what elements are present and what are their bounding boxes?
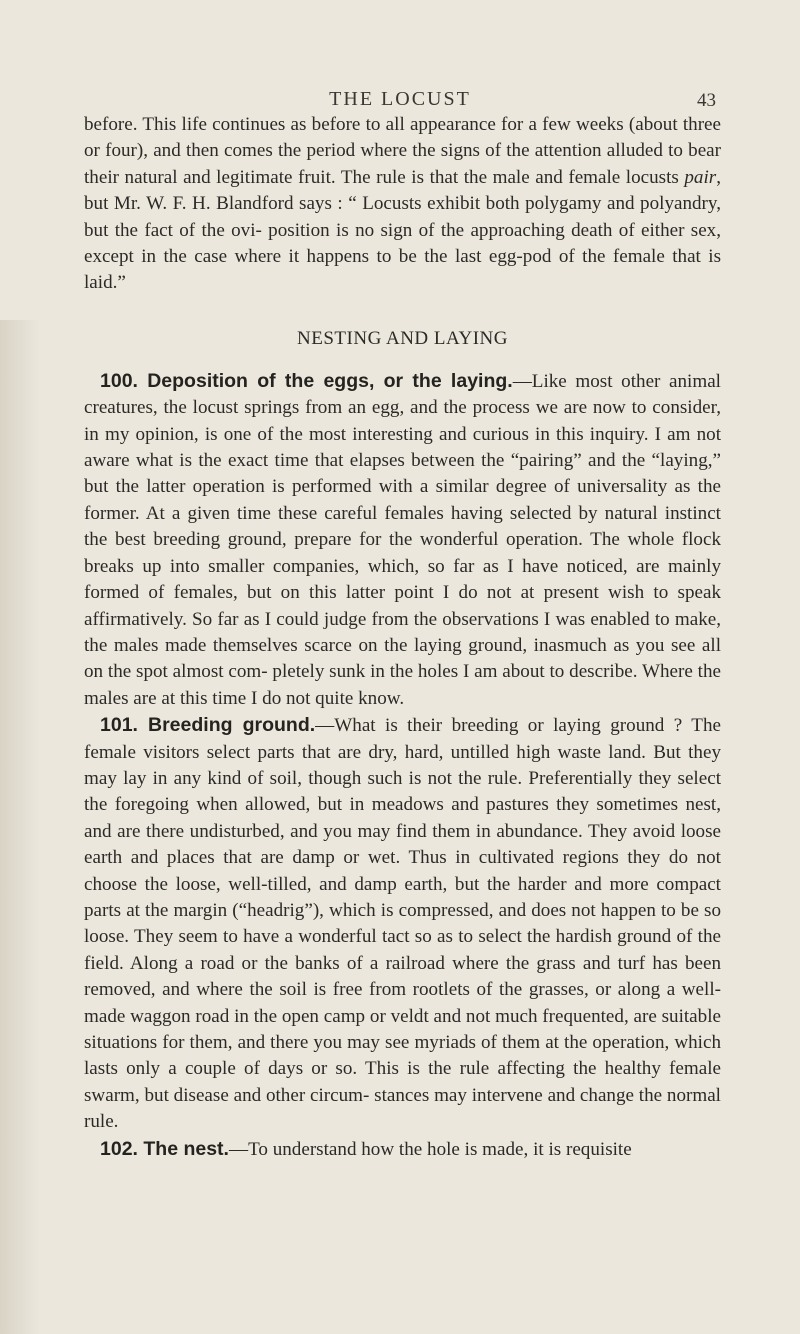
intro-text-2: , but Mr. W. F. H. Blandford says : “ Locusts exhibit both polygamy and polyandry, but the fact of the ovi- position is no sign of the approaching death of either sex, except in the case where it happens to be the last egg-pod of the female that is laid.” [84, 166, 721, 294]
paragraph-heading: 102. The nest. [100, 1137, 229, 1160]
paragraph-heading: 101. Breeding ground. [100, 714, 316, 737]
paragraph-101 [84, 712, 721, 1136]
paragraph-heading: 100. Deposition of the eggs, or the laying. [100, 369, 513, 392]
body-text [84, 112, 721, 1163]
paragraph-body: —What is their breeding or laying ground ? The female visitors select parts that are dry, hard, untilled high waste land. But they may lay in any kind of soil, though such is not the rule. Preferentially they select the foregoing when allowed, but in meadows and pastures they sometimes nest, and are there undisturbed, and you may find them in abundance. They avoid loose earth and places that are damp or wet. Thus in cultivated regions they do not choose the loose, well-tilled, and damp earth, but the harder and more compact parts at the margin (“headrig”), which is compressed, and does not happen to be so loose. They seem to have a wonderful tact so as to select the hardish ground of the field. Along a road or the banks of a railroad where the grass and turf has been removed, and where the soil is free from rootlets of the grasses, or along a well-made waggon road in the open camp or veldt and not much frequented, are suitable situations for them, and there you may see myriads of them at the operation, which lasts only a couple of days or so. This is the rule affecting the healthy female swarm, but disease and other circum- stances may intervene and change the normal rule. [84, 715, 721, 1133]
paragraph-body: —Like most other animal creatures, the locust springs from an egg, and the process we are now to consider, in my opinion, is one of the most interesting and curious in this inquiry. I am not aware what is the exact time that elapses between the “pairing” and the “laying,” but the latter operation is performed with a similar degree of universality as the former. At a given time these careful females having selected by natural instinct the best breeding ground, prepare for the wonderful operation. The whole flock breaks up into smaller companies, which, so far as I have noticed, are mainly formed of females, but on this latter point I do not at present wish to speak affirmatively. So far as I could judge from the observations I was enabled to make, the males made themselves scarce on the laying ground, inasmuch as you see all on the spot almost com- pletely sunk in the holes I am about to describe. Where the males are at this time I do not quite know. [84, 370, 721, 709]
running-title: THE LOCUST [329, 88, 471, 110]
intro-paragraph [84, 112, 721, 297]
section-heading: NESTING AND LAYING [297, 327, 508, 349]
page-edge-stain [0, 320, 40, 1334]
intro-text-1: before. This life continues as before to all appearance for a few weeks (about three or four), and then comes the period where the signs of the attention alluded to bear their natural and legitimate fruit. The rule is that the male and female locusts [84, 114, 721, 188]
paragraph-body: —To understand how the hole is made, it is requisite [228, 1138, 632, 1160]
page-number: 43 [697, 90, 716, 111]
paragraph-100 [84, 368, 721, 712]
paragraph-102 [84, 1136, 721, 1163]
intro-italic: pair [684, 166, 717, 188]
